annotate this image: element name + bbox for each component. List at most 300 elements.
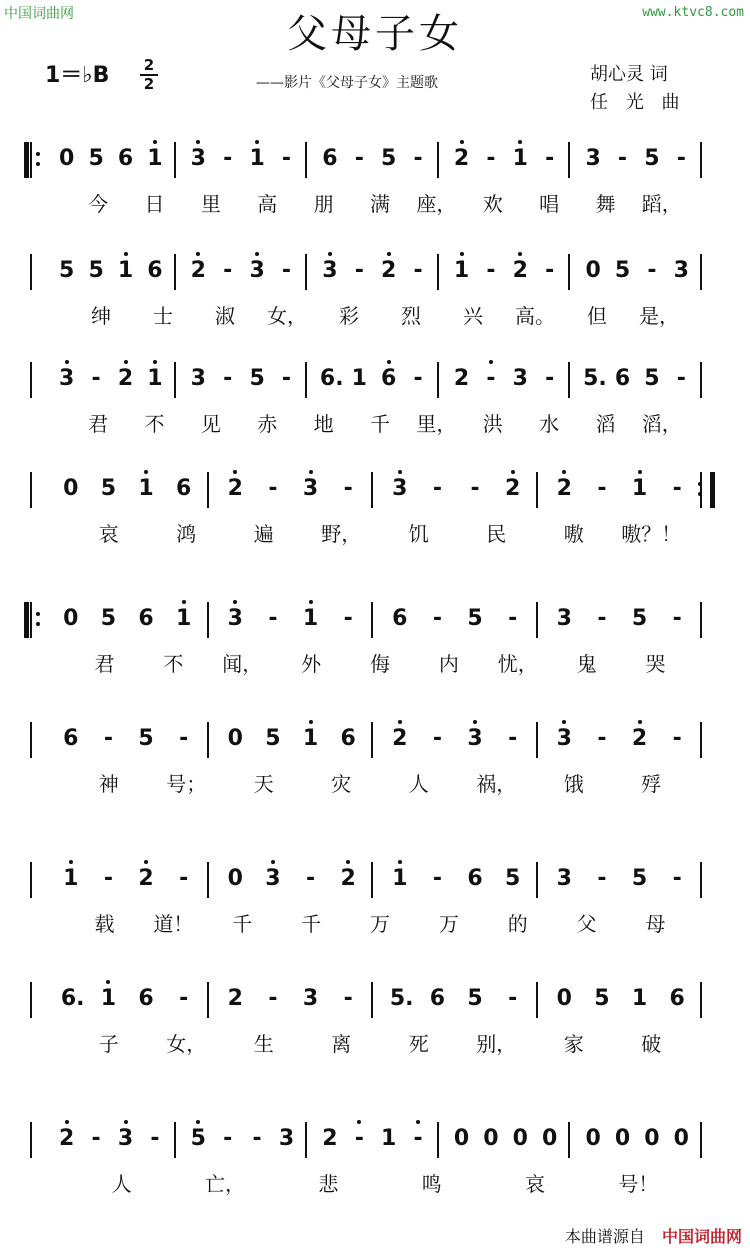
footer-label: 本曲谱源自	[564, 1227, 645, 1246]
lyric-syllable: 烈	[401, 304, 421, 328]
note: -	[672, 726, 682, 751]
note: 5	[614, 258, 631, 283]
lyric-syllable: 生	[253, 1032, 274, 1056]
note: 0	[63, 476, 79, 501]
note: 5	[88, 146, 104, 171]
note: -	[281, 366, 292, 391]
barline	[700, 1122, 702, 1158]
notes-row	[30, 1120, 720, 1160]
note: -	[486, 258, 496, 283]
note: -	[150, 1126, 160, 1151]
note: 2	[390, 726, 410, 752]
note: 1	[390, 866, 410, 892]
barline	[536, 862, 538, 898]
note: 0	[644, 1126, 660, 1151]
lyric-syllable: 遍	[253, 522, 274, 546]
lyric-syllable: 舞	[595, 192, 616, 216]
note: 5	[249, 366, 265, 391]
lyric-syllable: 女，	[267, 304, 307, 328]
lyric-syllable: 淑	[215, 304, 235, 328]
note: -	[597, 866, 607, 891]
barline	[30, 254, 32, 290]
barline	[568, 254, 570, 290]
note: 3	[247, 258, 267, 284]
barline	[305, 254, 307, 290]
note: -	[597, 476, 607, 501]
lyric-syllable: 千	[232, 912, 253, 936]
lyric-syllable: 子	[98, 1032, 119, 1056]
note: 6	[429, 986, 446, 1011]
lyrics-row	[30, 1028, 720, 1058]
note: 0	[227, 726, 243, 751]
note: -	[179, 726, 189, 751]
note: 1	[381, 1126, 397, 1151]
lyric-syllable: 的	[507, 912, 528, 936]
note: -	[486, 146, 496, 171]
lyric-syllable: 殍	[641, 772, 662, 796]
note: 3	[512, 366, 528, 391]
note: 2	[188, 258, 208, 284]
barline	[536, 982, 538, 1018]
note: -	[508, 726, 518, 751]
note: 3	[554, 726, 574, 752]
lyric-syllable: 内	[438, 652, 459, 676]
note: 0	[542, 1126, 558, 1151]
note: 3	[225, 606, 245, 632]
lyric-syllable: 家	[563, 1032, 584, 1056]
lyric-syllable: 万	[369, 912, 390, 936]
barline	[30, 1122, 32, 1158]
note: -	[354, 258, 364, 283]
note: 2	[338, 866, 358, 892]
notes-row	[30, 360, 720, 400]
notes-row	[30, 252, 720, 292]
lyric-syllable: 载	[94, 912, 115, 936]
lyric-syllable: 鬼	[576, 652, 597, 676]
note: -	[281, 258, 292, 283]
lyric-syllable: 别，	[476, 1032, 517, 1056]
lyric-syllable: 死	[408, 1032, 429, 1056]
note: 0	[556, 986, 572, 1011]
note: -	[413, 366, 423, 391]
note: 1	[301, 726, 321, 752]
lyric-syllable: 哀	[98, 522, 119, 546]
note: 2	[554, 476, 574, 502]
barline	[700, 142, 702, 178]
lyric-syllable: 嗷？！	[621, 522, 682, 546]
barline	[536, 472, 538, 508]
note: 2	[503, 476, 523, 502]
barline	[700, 254, 702, 290]
lyric-syllable: 兴	[463, 304, 483, 328]
song-title: 父母子女	[287, 11, 463, 57]
lyrics-row	[30, 768, 720, 798]
note: -	[597, 606, 607, 631]
notes-row	[30, 470, 720, 510]
repeat-dots	[36, 612, 40, 632]
notes-row	[30, 720, 720, 760]
note: -	[268, 986, 278, 1011]
barline	[30, 982, 32, 1018]
note: 5	[138, 726, 154, 751]
lyric-syllable: 君	[94, 652, 115, 676]
note: 3	[57, 366, 77, 392]
note: 2	[452, 146, 472, 172]
note: 1	[61, 866, 81, 892]
barline	[437, 1122, 439, 1158]
lyrics-row	[30, 300, 720, 330]
note: -	[545, 258, 555, 283]
note: -	[343, 986, 353, 1011]
lyrics-row	[30, 188, 720, 218]
barline	[174, 254, 176, 290]
note: -	[413, 146, 423, 171]
note: -	[508, 986, 518, 1011]
lyric-syllable: 绅	[91, 304, 111, 328]
lyric-syllable: 破	[641, 1032, 662, 1056]
note: 1	[630, 476, 650, 502]
repeat-start-bar	[24, 602, 29, 638]
note: -	[432, 606, 442, 631]
composer: 任 光 曲	[590, 92, 686, 113]
lyric-syllable: 侮	[369, 652, 390, 676]
note: -	[470, 476, 480, 501]
note: -	[432, 476, 442, 501]
lyric-syllable: 母	[645, 912, 666, 936]
note: 1	[145, 146, 165, 172]
note: -	[508, 606, 518, 631]
lyric-syllable: 彩	[339, 304, 359, 328]
time-top: 2	[143, 56, 155, 74]
note: 3	[190, 366, 206, 391]
notes-row	[30, 860, 720, 900]
note: 5.	[389, 986, 414, 1011]
lyric-syllable: 座，	[416, 192, 457, 216]
note: 0	[59, 146, 75, 171]
lyric-syllable: 欢	[482, 192, 503, 216]
barline	[700, 602, 702, 638]
note: 5	[265, 726, 281, 751]
note: -	[597, 726, 607, 751]
note: 6	[117, 146, 134, 171]
repeat-start-bar	[24, 142, 29, 178]
note: 1	[247, 146, 267, 172]
note: 0	[585, 1126, 601, 1151]
note: 6	[138, 986, 154, 1011]
barline	[30, 472, 32, 508]
barline	[30, 722, 32, 758]
time-signature	[140, 58, 158, 92]
repeat-end-bar	[710, 472, 715, 508]
footer	[565, 1224, 742, 1247]
barline	[174, 142, 176, 178]
subtitle: ——影片《父母子女》主题歌	[256, 75, 438, 91]
lyric-syllable: 人	[408, 772, 429, 796]
time-bottom: 2	[143, 75, 155, 93]
key-signature: 1＝♭B	[45, 63, 110, 88]
note: -	[481, 366, 501, 392]
note: -	[103, 726, 113, 751]
note: 0	[673, 1126, 689, 1151]
barline	[700, 982, 702, 1018]
note: 2	[322, 1126, 338, 1151]
note: -	[408, 1126, 428, 1152]
note: 6.	[319, 366, 344, 391]
note: 3	[556, 866, 572, 891]
note: 5	[88, 258, 104, 283]
barline	[536, 722, 538, 758]
barline	[207, 982, 209, 1018]
lyric-syllable: 鸣	[421, 1172, 442, 1196]
barline	[207, 472, 209, 508]
note: 1	[351, 366, 367, 391]
lyric-syllable: 神	[98, 772, 119, 796]
lyric-syllable: 民	[486, 522, 507, 546]
note: -	[252, 1126, 262, 1151]
note: 6.	[60, 986, 85, 1011]
lyrics-row	[30, 648, 720, 678]
note: -	[305, 866, 316, 891]
barline	[207, 722, 209, 758]
note: 2	[227, 986, 243, 1011]
lyric-syllable: 女，	[166, 1032, 207, 1056]
barline	[371, 862, 373, 898]
note: 6	[138, 606, 154, 631]
lyric-syllable: 号；	[166, 772, 207, 796]
lyric-syllable: 千	[369, 412, 390, 436]
lyric-syllable: 饿	[563, 772, 584, 796]
barline	[207, 862, 209, 898]
lyric-syllable: 人	[111, 1172, 132, 1196]
lyric-syllable: 蹈，	[641, 192, 682, 216]
note: -	[354, 146, 364, 171]
lyric-syllable: 鸿	[176, 522, 197, 546]
note: 3	[390, 476, 410, 502]
note: 6	[379, 366, 399, 392]
lyric-syllable: 不	[163, 652, 184, 676]
barline	[568, 1122, 570, 1158]
note: 5	[467, 606, 483, 631]
note: -	[676, 366, 686, 391]
note: 3	[188, 146, 208, 172]
barline	[437, 362, 439, 398]
note: 0	[453, 1126, 470, 1151]
lyricist: 胡心灵 词	[590, 64, 668, 85]
lyric-syllable: 天	[253, 772, 274, 796]
notes-row	[30, 600, 720, 640]
note: -	[223, 1126, 233, 1151]
barline	[568, 142, 570, 178]
note: 3	[302, 986, 319, 1011]
note: 5	[467, 986, 483, 1011]
note: -	[413, 258, 423, 283]
watermark-right: www.ktvc8.com	[642, 5, 744, 20]
lyric-syllable: 嗷	[563, 522, 584, 546]
barline	[536, 602, 538, 638]
note: 6	[392, 606, 408, 631]
note: 3	[301, 476, 321, 502]
lyric-syllable: 灾	[331, 772, 352, 796]
lyric-syllable: 野，	[321, 522, 362, 546]
note: 2	[510, 258, 530, 284]
barline	[305, 142, 307, 178]
note: 2	[136, 866, 156, 892]
notes-row	[30, 140, 720, 180]
note: 1	[98, 986, 118, 1012]
note: 6	[322, 146, 338, 171]
note: -	[545, 146, 555, 171]
lyric-syllable: 高。	[515, 304, 555, 328]
note: -	[179, 866, 189, 891]
note: 0	[585, 258, 601, 283]
note: 5	[644, 146, 660, 171]
note: 1	[174, 606, 194, 632]
note: 5	[631, 606, 648, 631]
lyric-syllable: 闻，	[222, 652, 263, 676]
lyric-syllable: 日	[144, 192, 165, 216]
repeat-dots	[36, 152, 40, 172]
barline	[305, 1122, 307, 1158]
note: 5	[505, 866, 521, 891]
note: 1	[136, 476, 156, 502]
lyric-syllable: 满	[369, 192, 390, 216]
note: 3	[116, 1126, 136, 1152]
note: 0	[483, 1126, 499, 1151]
note: 5	[188, 1126, 208, 1152]
note: -	[617, 146, 628, 171]
note: -	[676, 146, 686, 171]
lyric-syllable: 唱	[539, 192, 560, 216]
lyrics-row	[30, 518, 720, 548]
note: 5	[381, 146, 397, 171]
note: 2	[225, 476, 245, 502]
note: -	[223, 146, 233, 171]
note: 5	[631, 866, 648, 891]
lyric-syllable: 号！	[618, 1172, 659, 1196]
note: -	[432, 866, 442, 891]
note: 0	[63, 606, 79, 631]
lyric-syllable: 里，	[416, 412, 457, 436]
notes-row	[30, 980, 720, 1020]
barline	[174, 1122, 176, 1158]
note: 6	[147, 258, 163, 283]
lyric-syllable: 亡，	[204, 1172, 245, 1196]
note: 1	[116, 258, 136, 284]
note: 6	[614, 366, 631, 391]
repeat-dots	[698, 482, 702, 502]
lyrics-row	[30, 908, 720, 938]
lyric-syllable: 见	[200, 412, 221, 436]
note: 6	[669, 986, 685, 1011]
barline	[30, 142, 32, 178]
barline	[371, 602, 373, 638]
note: 2	[116, 366, 136, 392]
note: -	[179, 986, 189, 1011]
lyric-syllable: 滔，	[641, 412, 682, 436]
lyric-syllable: 哭	[645, 652, 666, 676]
barline	[30, 362, 32, 398]
note: -	[545, 366, 555, 391]
lyric-syllable: 饥	[408, 522, 429, 546]
lyrics-row	[30, 1168, 720, 1198]
lyric-syllable: 忧，	[497, 652, 538, 676]
note: 5	[100, 476, 117, 501]
barline	[30, 602, 32, 638]
note: -	[647, 258, 657, 283]
lyric-syllable: 滔	[595, 412, 616, 436]
note: -	[268, 606, 278, 631]
note: 2	[57, 1126, 77, 1152]
lyric-syllable: 悲	[318, 1172, 339, 1196]
barline	[305, 362, 307, 398]
note: 5	[59, 258, 75, 283]
barline	[174, 362, 176, 398]
note: 2	[453, 366, 470, 391]
lyric-syllable: 离	[331, 1032, 352, 1056]
barline	[568, 362, 570, 398]
note: 3	[465, 726, 485, 752]
note: 5.	[583, 366, 607, 391]
lyric-syllable: 外	[301, 652, 322, 676]
note: 2	[630, 726, 650, 752]
note: -	[103, 866, 113, 891]
note: 6	[340, 726, 356, 751]
barline	[371, 472, 373, 508]
lyric-syllable: 哀	[524, 1172, 545, 1196]
lyric-syllable: 道！	[153, 912, 194, 936]
barline	[700, 722, 702, 758]
footer-site: 中国词曲网	[661, 1227, 742, 1246]
note: 6	[176, 476, 192, 501]
lyric-syllable: 里	[200, 192, 221, 216]
barline	[700, 862, 702, 898]
lyrics-row	[30, 408, 720, 438]
barline	[30, 862, 32, 898]
lyric-syllable: 君	[88, 412, 109, 436]
note: 1	[452, 258, 472, 284]
barline	[437, 142, 439, 178]
note: -	[672, 866, 682, 891]
note: 3	[585, 146, 601, 171]
note: 1	[145, 366, 165, 392]
note: 3	[673, 258, 689, 283]
note: 0	[227, 866, 243, 891]
note: -	[223, 258, 233, 283]
note: -	[281, 146, 292, 171]
note: -	[672, 476, 682, 501]
lyric-syllable: 地	[313, 412, 334, 436]
lyric-syllable: 洪	[482, 412, 503, 436]
lyric-syllable: 高	[257, 192, 278, 216]
lyric-syllable: 今	[88, 192, 109, 216]
barline	[700, 362, 702, 398]
note: 2	[379, 258, 399, 284]
note: 5	[100, 606, 117, 631]
note: -	[268, 476, 278, 501]
lyric-syllable: 朋	[313, 192, 334, 216]
note: 1	[510, 146, 530, 172]
note: 5	[594, 986, 610, 1011]
note: 6	[63, 726, 79, 751]
watermark-left: 中国词曲网	[4, 6, 74, 22]
note: 0	[614, 1126, 631, 1151]
note: -	[432, 726, 442, 751]
lyric-syllable: 万	[438, 912, 459, 936]
note: -	[223, 366, 233, 391]
note: -	[349, 1126, 369, 1152]
note: 3	[278, 1126, 295, 1151]
lyric-syllable: 是，	[639, 304, 679, 328]
